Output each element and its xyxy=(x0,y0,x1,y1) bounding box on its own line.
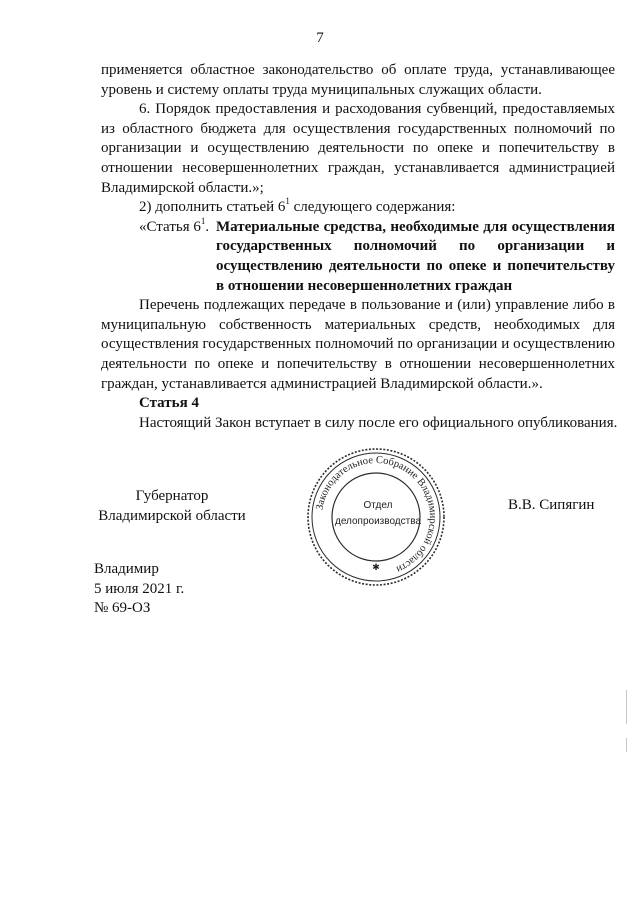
scan-margin-mark xyxy=(626,690,627,724)
footer-date: 5 июля 2021 г. xyxy=(94,580,185,597)
signatory-name: В.В. Сипягин xyxy=(508,497,595,513)
seal-star-icon: ✱ xyxy=(372,562,380,572)
amendment-intro-tail: следующего содержания: xyxy=(289,199,456,216)
footer-city: Владимир xyxy=(94,561,159,577)
seal-inner-line-2: делопроизводства xyxy=(334,516,422,527)
amendment-intro-text: 2) дополнить статьей 6 xyxy=(139,199,286,216)
page-number: 7 xyxy=(316,30,324,46)
new-article-body: Перечень подлежащих передаче в пользование и (или) управление либо в муниципальную собственность материальных средств, необходимых для осуществления государственных полномочий по организации и осуществлению деятельности по опеке и попечительству в отношении несовершеннолетних граждан, устанавливается администрацией Владимирской области.». xyxy=(101,297,615,392)
new-article-dot: . xyxy=(205,218,210,235)
position-line-1: Губернатор xyxy=(135,488,209,504)
document-footer xyxy=(94,560,184,619)
new-article-superscript: 1 xyxy=(200,215,206,226)
footer-number: № 69-ОЗ xyxy=(94,600,151,617)
amendment-intro-superscript: 1 xyxy=(285,196,290,207)
article-4-text: Настоящий Закон вступает в силу после его официального опубликования. xyxy=(139,414,618,431)
signatory-position xyxy=(92,487,252,526)
new-article-lead: «Статья 6 xyxy=(139,218,201,235)
scan-margin-mark xyxy=(626,738,627,752)
seal-outer-text-path: Законодательное Собрание Владимирской области xyxy=(314,454,439,575)
amendment-intro xyxy=(101,198,615,218)
new-article-title: Материальные средства, необходимые для осуществления государственных полномочий по организации и осуществлению деятельности по опеке и попечительству в отношении несовершеннолетних граждан xyxy=(216,218,615,294)
seal-inner-line-1: Отдел xyxy=(363,500,393,511)
official-seal xyxy=(306,447,446,587)
new-article-heading xyxy=(101,215,615,296)
document-body xyxy=(101,61,615,394)
paragraph-continued: применяется областное законодательство об оплате труда, устанавливающее уровень и систему оплаты труда муниципальных служащих области. xyxy=(101,62,615,98)
position-line-2: Владимирской области xyxy=(98,507,246,524)
article-4-heading: Статья 4 xyxy=(139,395,199,411)
paragraph-6: 6. Порядок предоставления и расходования субвенций, предоставляемых из областного бюджета для осуществления государственных полномочий по организации и осуществлению деятельности по опеке и попечительству в отношении несовершеннолетних граждан, устанавливается администрацией Владимирской области.»; xyxy=(101,101,615,196)
new-article-number xyxy=(101,215,216,296)
article-4 xyxy=(139,394,619,433)
